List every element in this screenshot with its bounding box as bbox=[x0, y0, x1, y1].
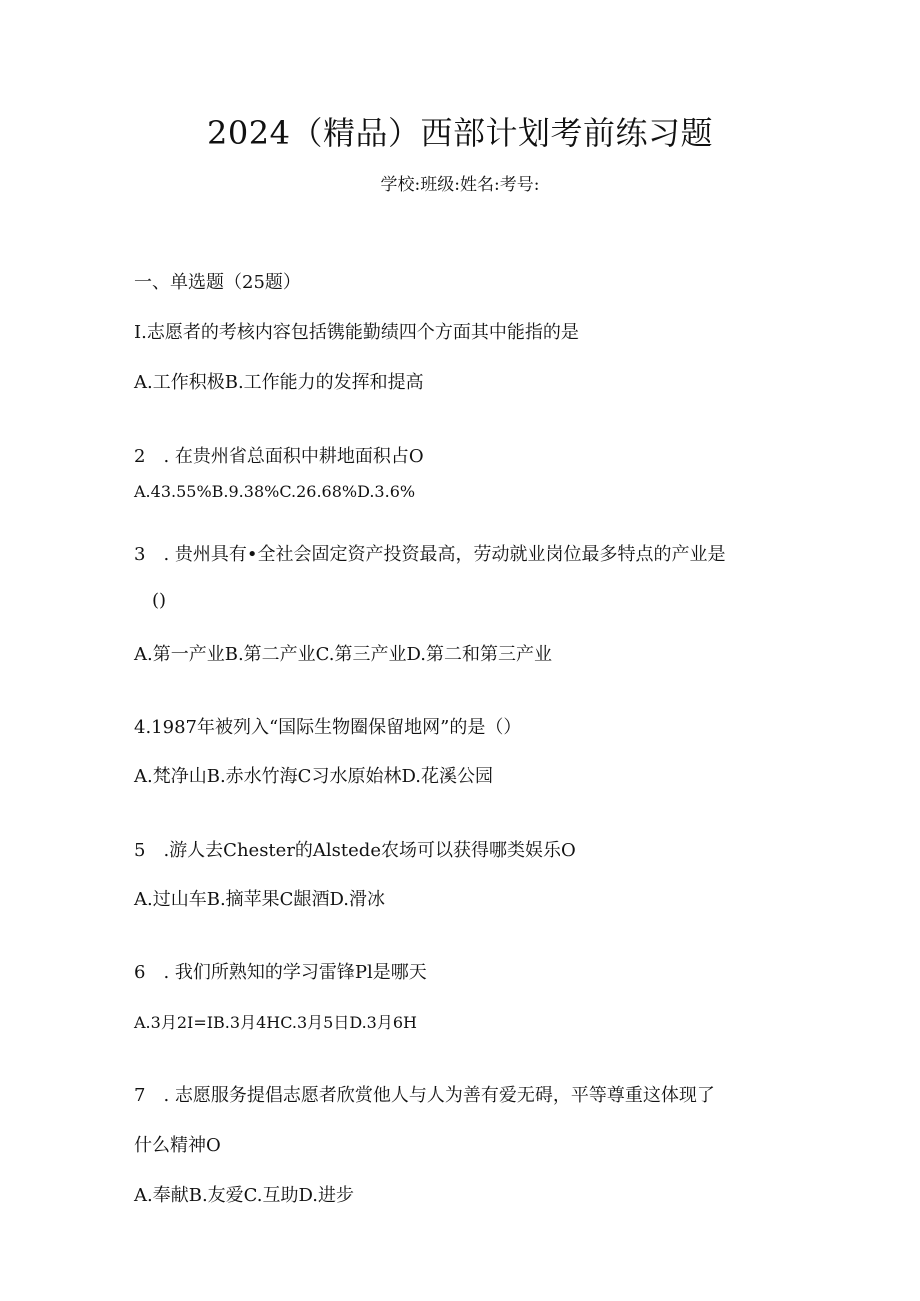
page-title: 2024（精品）西部计划考前练习题 bbox=[207, 114, 713, 152]
question-5-stem: 5 .游人去Chester的Alstede农场可以获得哪类娱乐O bbox=[134, 840, 576, 861]
question-2-stem: 2 . 在贵州省总面积中耕地面积占O bbox=[134, 446, 424, 467]
section-heading: 一、单选题（25题） bbox=[134, 272, 301, 293]
question-1-options: A.工作积极B.工作能力的发挥和提高 bbox=[134, 372, 424, 393]
question-7-stem-continued: 什么精神O bbox=[134, 1135, 221, 1156]
question-3-stem-continued: () bbox=[152, 590, 167, 611]
question-4-options: A.梵净山B.赤水竹海C习水原始林D.花溪公园 bbox=[134, 766, 493, 787]
question-5-options: A.过山车B.摘苹果C龈酒D.滑冰 bbox=[134, 889, 385, 910]
question-7-options: A.奉献B.友爱C.互助D.进步 bbox=[134, 1185, 355, 1206]
question-1-stem: I.志愿者的考核内容包括镌能勤绩四个方面其中能指的是 bbox=[134, 322, 579, 343]
question-4-stem: 4.1987年被列入“国际生物圈保留地网”的是（） bbox=[134, 717, 522, 738]
student-info-line: 学校:班级:姓名:考号: bbox=[380, 175, 540, 195]
question-7-stem: 7 . 志愿服务提倡志愿者欣赏他人与人为善有爱无碍，平等尊重这体现了 bbox=[134, 1085, 715, 1106]
question-6-stem: 6 . 我们所熟知的学习雷锋Pl是哪天 bbox=[134, 962, 427, 983]
question-2-options: A.43.55%B.9.38%C.26.68%D.3.6% bbox=[134, 482, 416, 501]
question-3-stem: 3 . 贵州具有•全社会固定资产投资最高，劳动就业岗位最多特点的产业是 bbox=[134, 544, 726, 565]
question-6-options: A.3月2I=IB.3月4HC.3月5日D.3月6H bbox=[134, 1013, 417, 1032]
question-3-options: A.第一产业B.第二产业C.第三产业D.第二和第三产业 bbox=[134, 644, 553, 665]
